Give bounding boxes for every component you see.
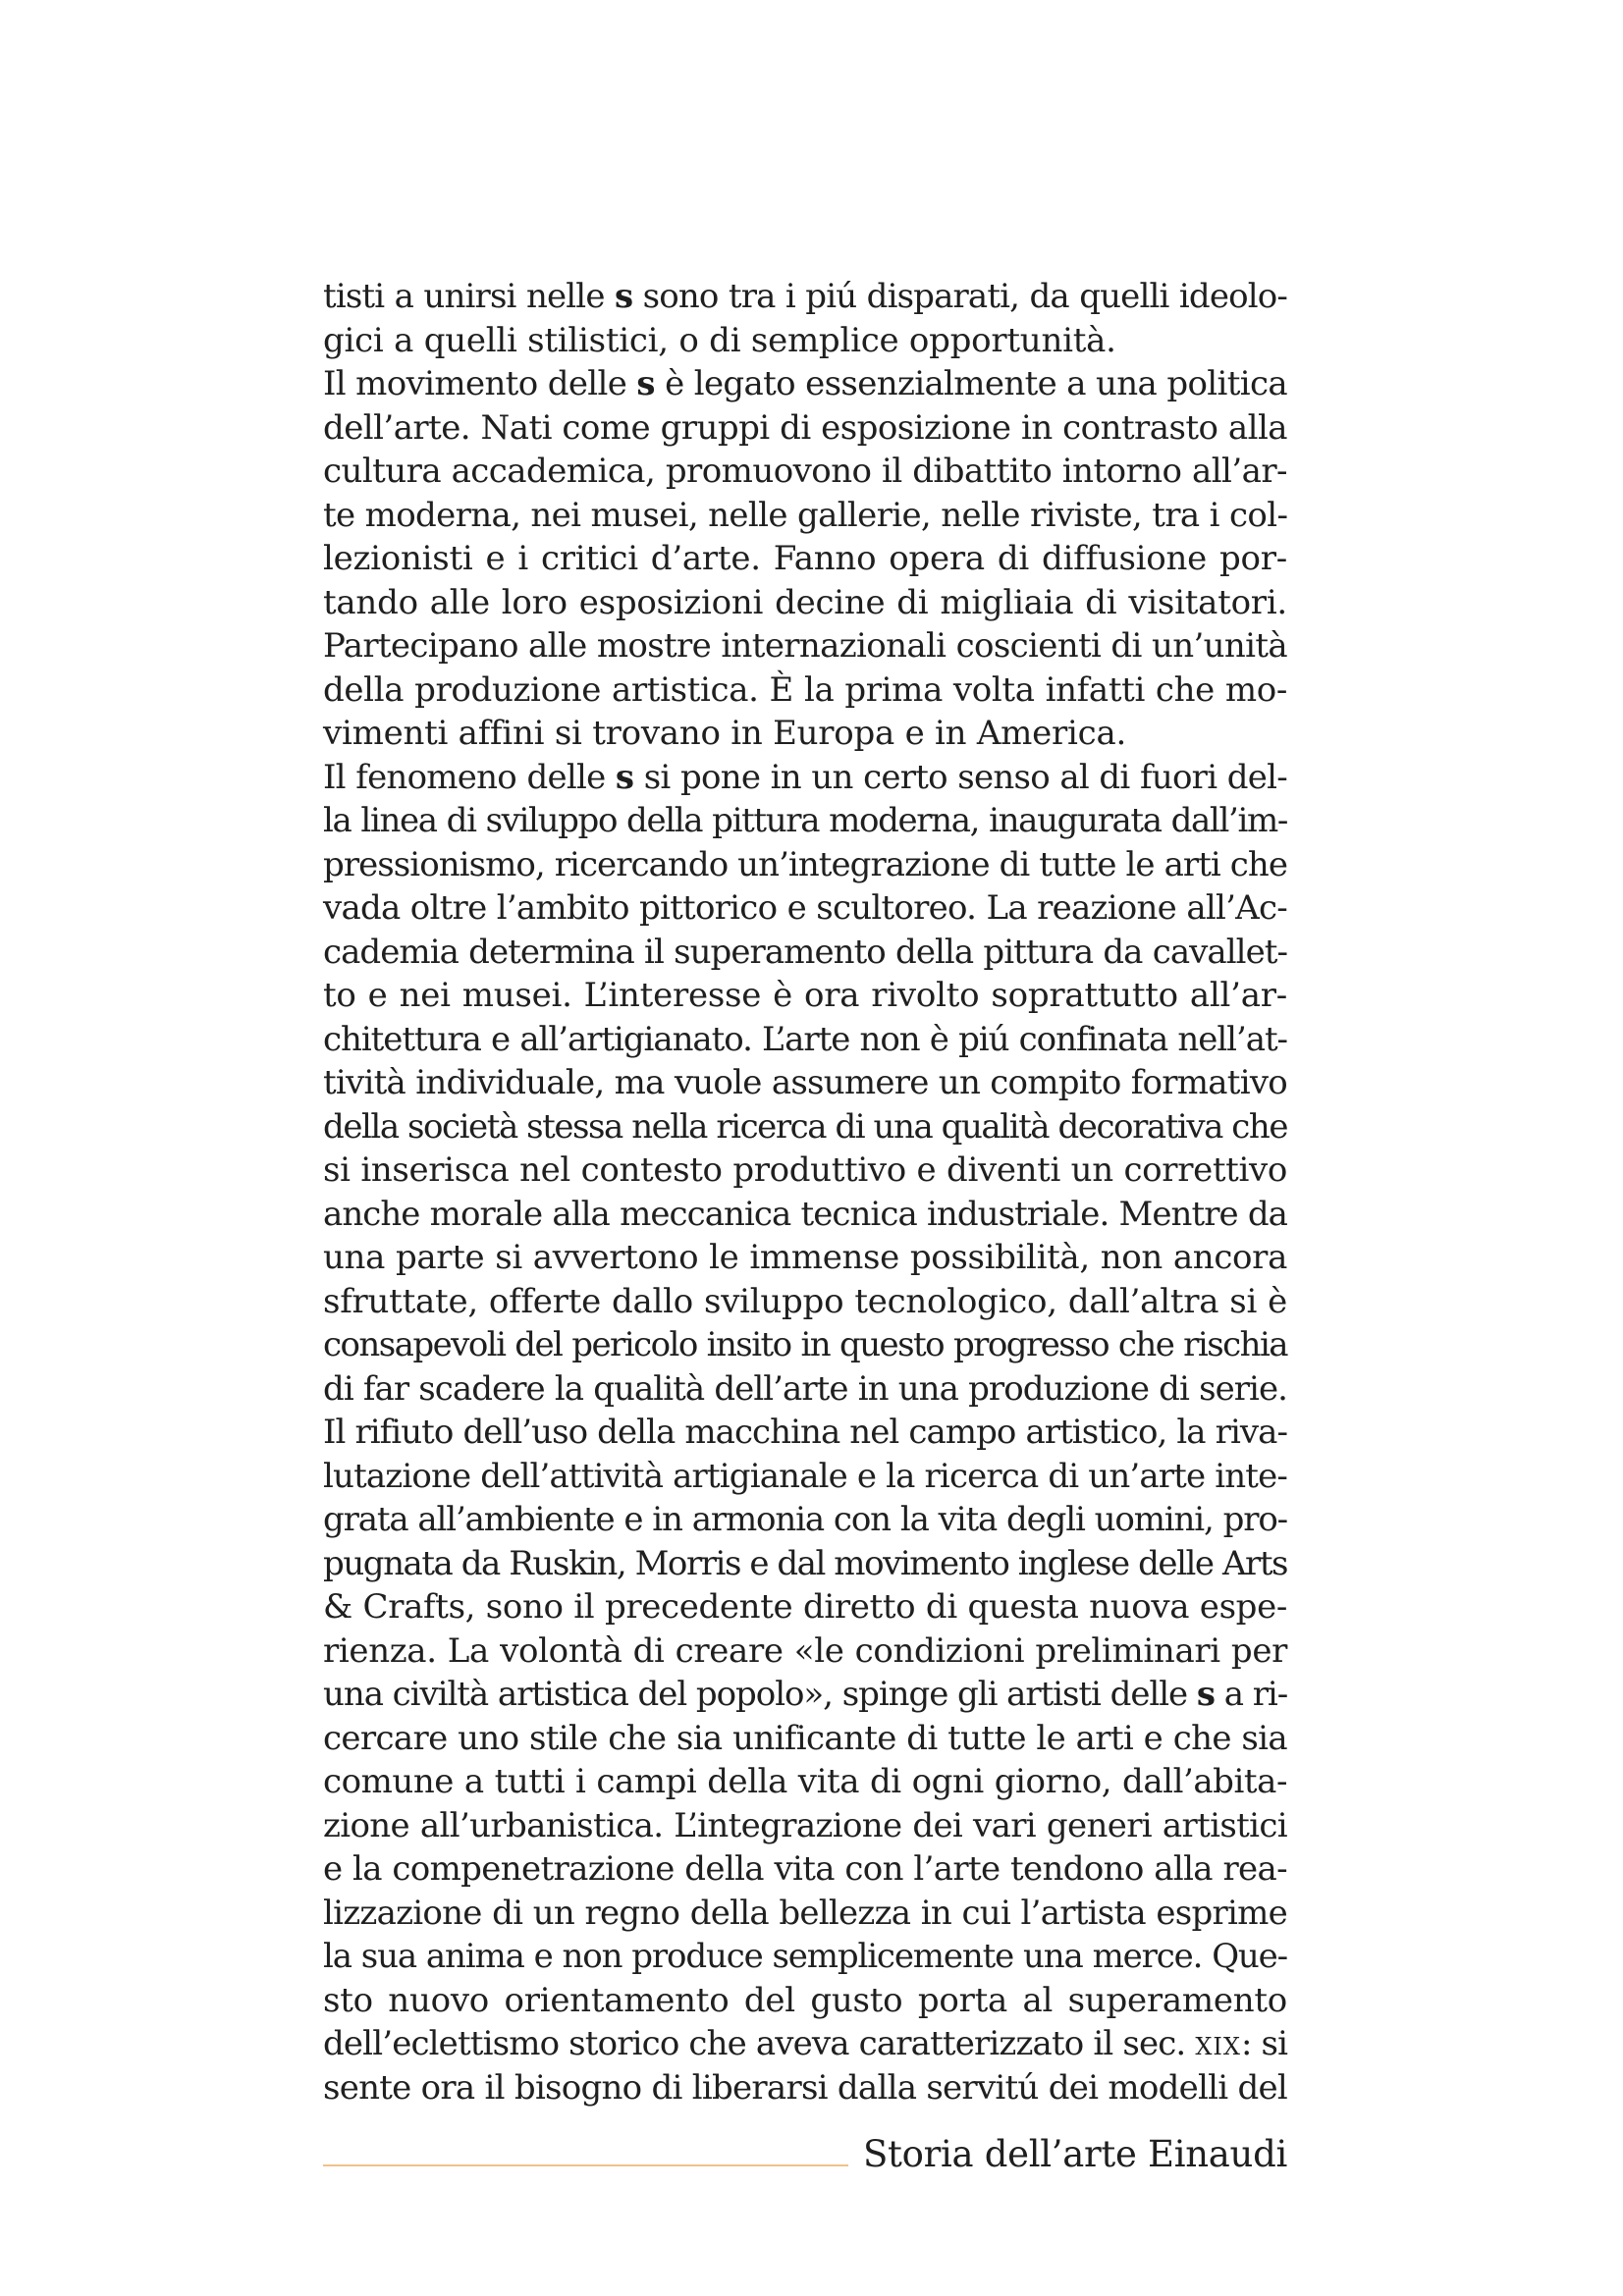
text-run: Partecipano alle mostre internazionali coscienti di un’unità	[323, 626, 1287, 666]
text-run: sto nuovo orientamento del gusto porta al superamento	[323, 1980, 1287, 2020]
text-run: : si	[1240, 2024, 1288, 2063]
text-run: comune a tutti i campi della vita di ogni giorno, dall’abita-	[323, 1762, 1287, 1801]
keyword-abbreviation: s	[615, 757, 634, 797]
text-line	[323, 1367, 1287, 1412]
text-run: una civiltà artistica del popolo», spinge gli artisti delle	[323, 1675, 1197, 1714]
text-run: Il movimento delle	[323, 364, 637, 403]
text-run: della società stessa nella ricerca di una qualità decorativa che	[323, 1106, 1287, 1147]
text-run: grata all’ambiente e in armonia con la vita degli uomini, pro-	[323, 1500, 1287, 1539]
footer-rule	[323, 2164, 848, 2166]
text-line	[323, 1323, 1287, 1367]
century-numeral: xix	[1195, 2024, 1241, 2063]
text-run: lezionisti e i critici d’arte. Fanno opera di diffusione por-	[323, 539, 1287, 578]
text-run: Il rifiuto dell’uso della macchina nel campo artistico, la riva-	[323, 1413, 1287, 1452]
text-line	[323, 1542, 1287, 1586]
text-line	[323, 1498, 1287, 1542]
text-line	[323, 494, 1287, 538]
text-run: una parte si avvertono le immense possibilità, non ancora	[323, 1238, 1287, 1277]
text-line	[323, 362, 1287, 406]
text-line	[323, 2022, 1287, 2066]
text-run: tisti a unirsi nelle	[323, 277, 615, 316]
text-line	[323, 1280, 1287, 1324]
text-run: sono tra i piú disparati, da quelli ideolo-	[632, 277, 1288, 316]
text-line	[323, 1717, 1287, 1761]
text-run: vada oltre l’ambito pittorico e scultoreo. La reazione all’Ac-	[323, 888, 1287, 928]
text-run: te moderna, nei musei, nelle gallerie, nelle riviste, tra i col-	[323, 495, 1288, 535]
keyword-abbreviation: s	[1196, 1675, 1215, 1714]
text-run: vimenti affini si trovano in Europa e in America.	[323, 714, 1127, 753]
text-line	[323, 668, 1287, 713]
body-text	[323, 275, 1287, 2109]
text-run: dell’arte. Nati come gruppi di esposizione in contrasto alla	[323, 407, 1287, 448]
text-run: lizzazione di un regno della bellezza in cui l’artista esprime	[323, 1893, 1287, 1933]
text-line	[323, 799, 1287, 843]
text-run: è legato essenzialmente a una politica	[654, 364, 1287, 403]
text-run: gici a quelli stilistici, o di semplice opportunità.	[323, 320, 1116, 360]
text-run: sfruttate, offerte dallo sviluppo tecnologico, dall’altra si è	[323, 1281, 1287, 1321]
text-line	[323, 1979, 1287, 2023]
text-line	[323, 1673, 1287, 1717]
text-line	[323, 756, 1287, 800]
text-run: cercare uno stile che sia unificante di tutte le arti e che sia	[323, 1718, 1287, 1758]
text-run: cademia determina il superamento della pittura da cavallet-	[323, 932, 1287, 972]
text-line	[323, 1585, 1287, 1629]
text-run: si pone in un certo senso al di fuori del-	[633, 757, 1287, 797]
text-line	[323, 624, 1287, 668]
text-line	[323, 450, 1287, 494]
text-run: & Crafts, sono il precedente diretto di questa nuova espe-	[323, 1587, 1287, 1627]
text-run: di far scadere la qualità dell’arte in una produzione di serie.	[323, 1368, 1287, 1409]
text-line	[323, 974, 1287, 1018]
text-run: consapevoli del pericolo insito in questo progresso che rischia	[323, 1325, 1287, 1364]
text-line	[323, 1148, 1287, 1193]
text-run: pressionismo, ricercando un’integrazione di tutte le arti che	[323, 844, 1287, 884]
text-line	[323, 319, 1287, 363]
footer-title: Storia dell’arte Einaudi	[863, 2133, 1287, 2175]
text-line	[323, 1411, 1287, 1455]
text-line	[323, 843, 1287, 887]
text-run: to e nei musei. L’interesse è ora rivolto soprattutto all’ar-	[323, 976, 1287, 1015]
text-run: la linea di sviluppo della pittura moderna, inaugurata dall’im-	[323, 801, 1287, 840]
text-run: tando alle loro esposizioni decine di migliaia di visitatori.	[323, 582, 1287, 622]
text-line	[323, 537, 1287, 581]
text-run: chitettura e all’artigianato. L’arte non è piú confinata nell’at-	[323, 1019, 1287, 1059]
text-run: rienza. La volontà di creare «le condizioni preliminari per	[323, 1630, 1287, 1671]
text-run: e la compenetrazione della vita con l’arte tendono alla rea-	[323, 1849, 1287, 1889]
text-line	[323, 275, 1287, 319]
text-run: sente ora il bisogno di liberarsi dalla servitú dei modelli del	[323, 2067, 1287, 2108]
text-line	[323, 1847, 1287, 1892]
text-run: anche morale alla meccanica tecnica industriale. Mentre da	[323, 1194, 1287, 1234]
text-line	[323, 406, 1287, 451]
text-run: la sua anima e non produce semplicemente una merce. Que-	[323, 1937, 1287, 1976]
text-run: tività individuale, ma vuole assumere un compito formativo	[323, 1063, 1287, 1102]
text-run: della produzione artistica. È la prima volta infatti che mo-	[323, 669, 1287, 710]
text-line	[323, 1018, 1287, 1062]
text-run: pugnata da Ruskin, Morris e dal movimento inglese delle Arts	[323, 1543, 1288, 1583]
text-run: dell’eclettismo storico che aveva caratterizzato il sec.	[323, 2024, 1196, 2063]
text-run: Il fenomeno delle	[323, 757, 616, 797]
text-run: si inserisca nel contesto produttivo e diventi un correttivo	[323, 1150, 1287, 1190]
text-line	[323, 712, 1287, 756]
keyword-abbreviation: s	[636, 364, 655, 403]
text-line	[323, 886, 1287, 931]
text-line	[323, 1455, 1287, 1499]
text-line	[323, 1804, 1287, 1848]
text-run: a ri-	[1214, 1675, 1288, 1714]
text-line	[323, 2066, 1287, 2110]
text-line	[323, 1629, 1287, 1674]
text-run: cultura accademica, promuovono il dibattito intorno all’ar-	[323, 452, 1287, 491]
text-run: zione all’urbanistica. L’integrazione dei vari generi artistici	[323, 1805, 1287, 1845]
page-footer	[323, 2130, 1287, 2179]
keyword-abbreviation: s	[614, 277, 633, 316]
text-line	[323, 1935, 1287, 1979]
text-line	[323, 581, 1287, 625]
text-line	[323, 1236, 1287, 1280]
text-line	[323, 931, 1287, 975]
text-line	[323, 1105, 1287, 1149]
text-line	[323, 1760, 1287, 1804]
text-line	[323, 1892, 1287, 1936]
text-run: lutazione dell’attività artigianale e la ricerca di un’arte inte-	[323, 1456, 1287, 1496]
text-line	[323, 1061, 1287, 1105]
text-line	[323, 1193, 1287, 1237]
